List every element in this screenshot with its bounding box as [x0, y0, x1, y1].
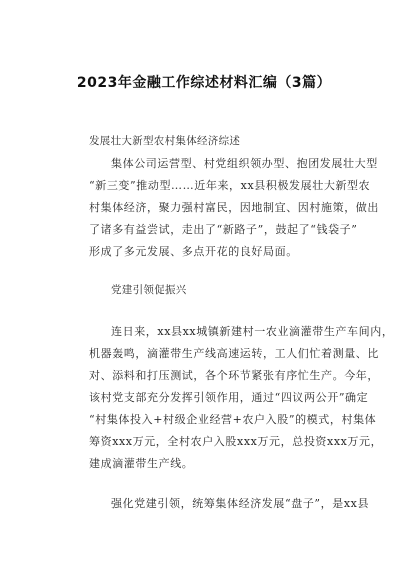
- section-heading-party-building: 党建引领促振兴: [111, 284, 187, 296]
- document-title: 2023年金融工作综述材料汇编（3篇）: [76, 75, 332, 91]
- paragraph-2-line-2: 机器轰鸣，滴灌带生产线高速运转，工人们忙着测量、比: [89, 347, 379, 360]
- paragraph-2-line-5: “村集体投入+村级企业经营+农户入股”的模式，村集体: [89, 413, 377, 426]
- paragraph-2-line-4: 该村党支部充分发挥引领作用，通过“四议两公开”确定: [89, 391, 369, 404]
- paragraph-3-line-1: 强化党建引领，统筹集体经济发展“盘子”，是xx县: [111, 497, 370, 510]
- paragraph-1-line-1: 集体公司运营型、村党组织领办型、抱团发展壮大型: [111, 157, 378, 170]
- paragraph-2-line-3: 对、添料和打压测试，各个环节紧张有序忙生产。今年，: [89, 369, 379, 382]
- paragraph-2-line-6: 筹资xxx万元，全村农户入股xxx万元，总投资xxx万元，: [89, 435, 383, 448]
- paragraph-2-line-1: 连日来，xx县xx城镇新建村一农业滴灌带生产车间内，: [111, 325, 394, 338]
- paragraph-1-line-4: 了诸多有益尝试，走出了“新路子”，鼓起了“钱袋子”: [89, 223, 358, 236]
- section-heading-rural-economy: 发展壮大新型农村集体经济综述: [89, 135, 241, 147]
- paragraph-1-line-2: “新三变”推动型……近年来，xx县积极发展壮大新型农: [89, 179, 371, 192]
- paragraph-1-line-3: 村集体经济，聚力强村富民，因地制宜、因村施策，做出: [89, 201, 379, 214]
- paragraph-1-line-5: 形成了多元发展、多点开花的良好局面。: [89, 245, 298, 258]
- paragraph-2-line-7: 建成滴灌带生产线。: [89, 457, 194, 470]
